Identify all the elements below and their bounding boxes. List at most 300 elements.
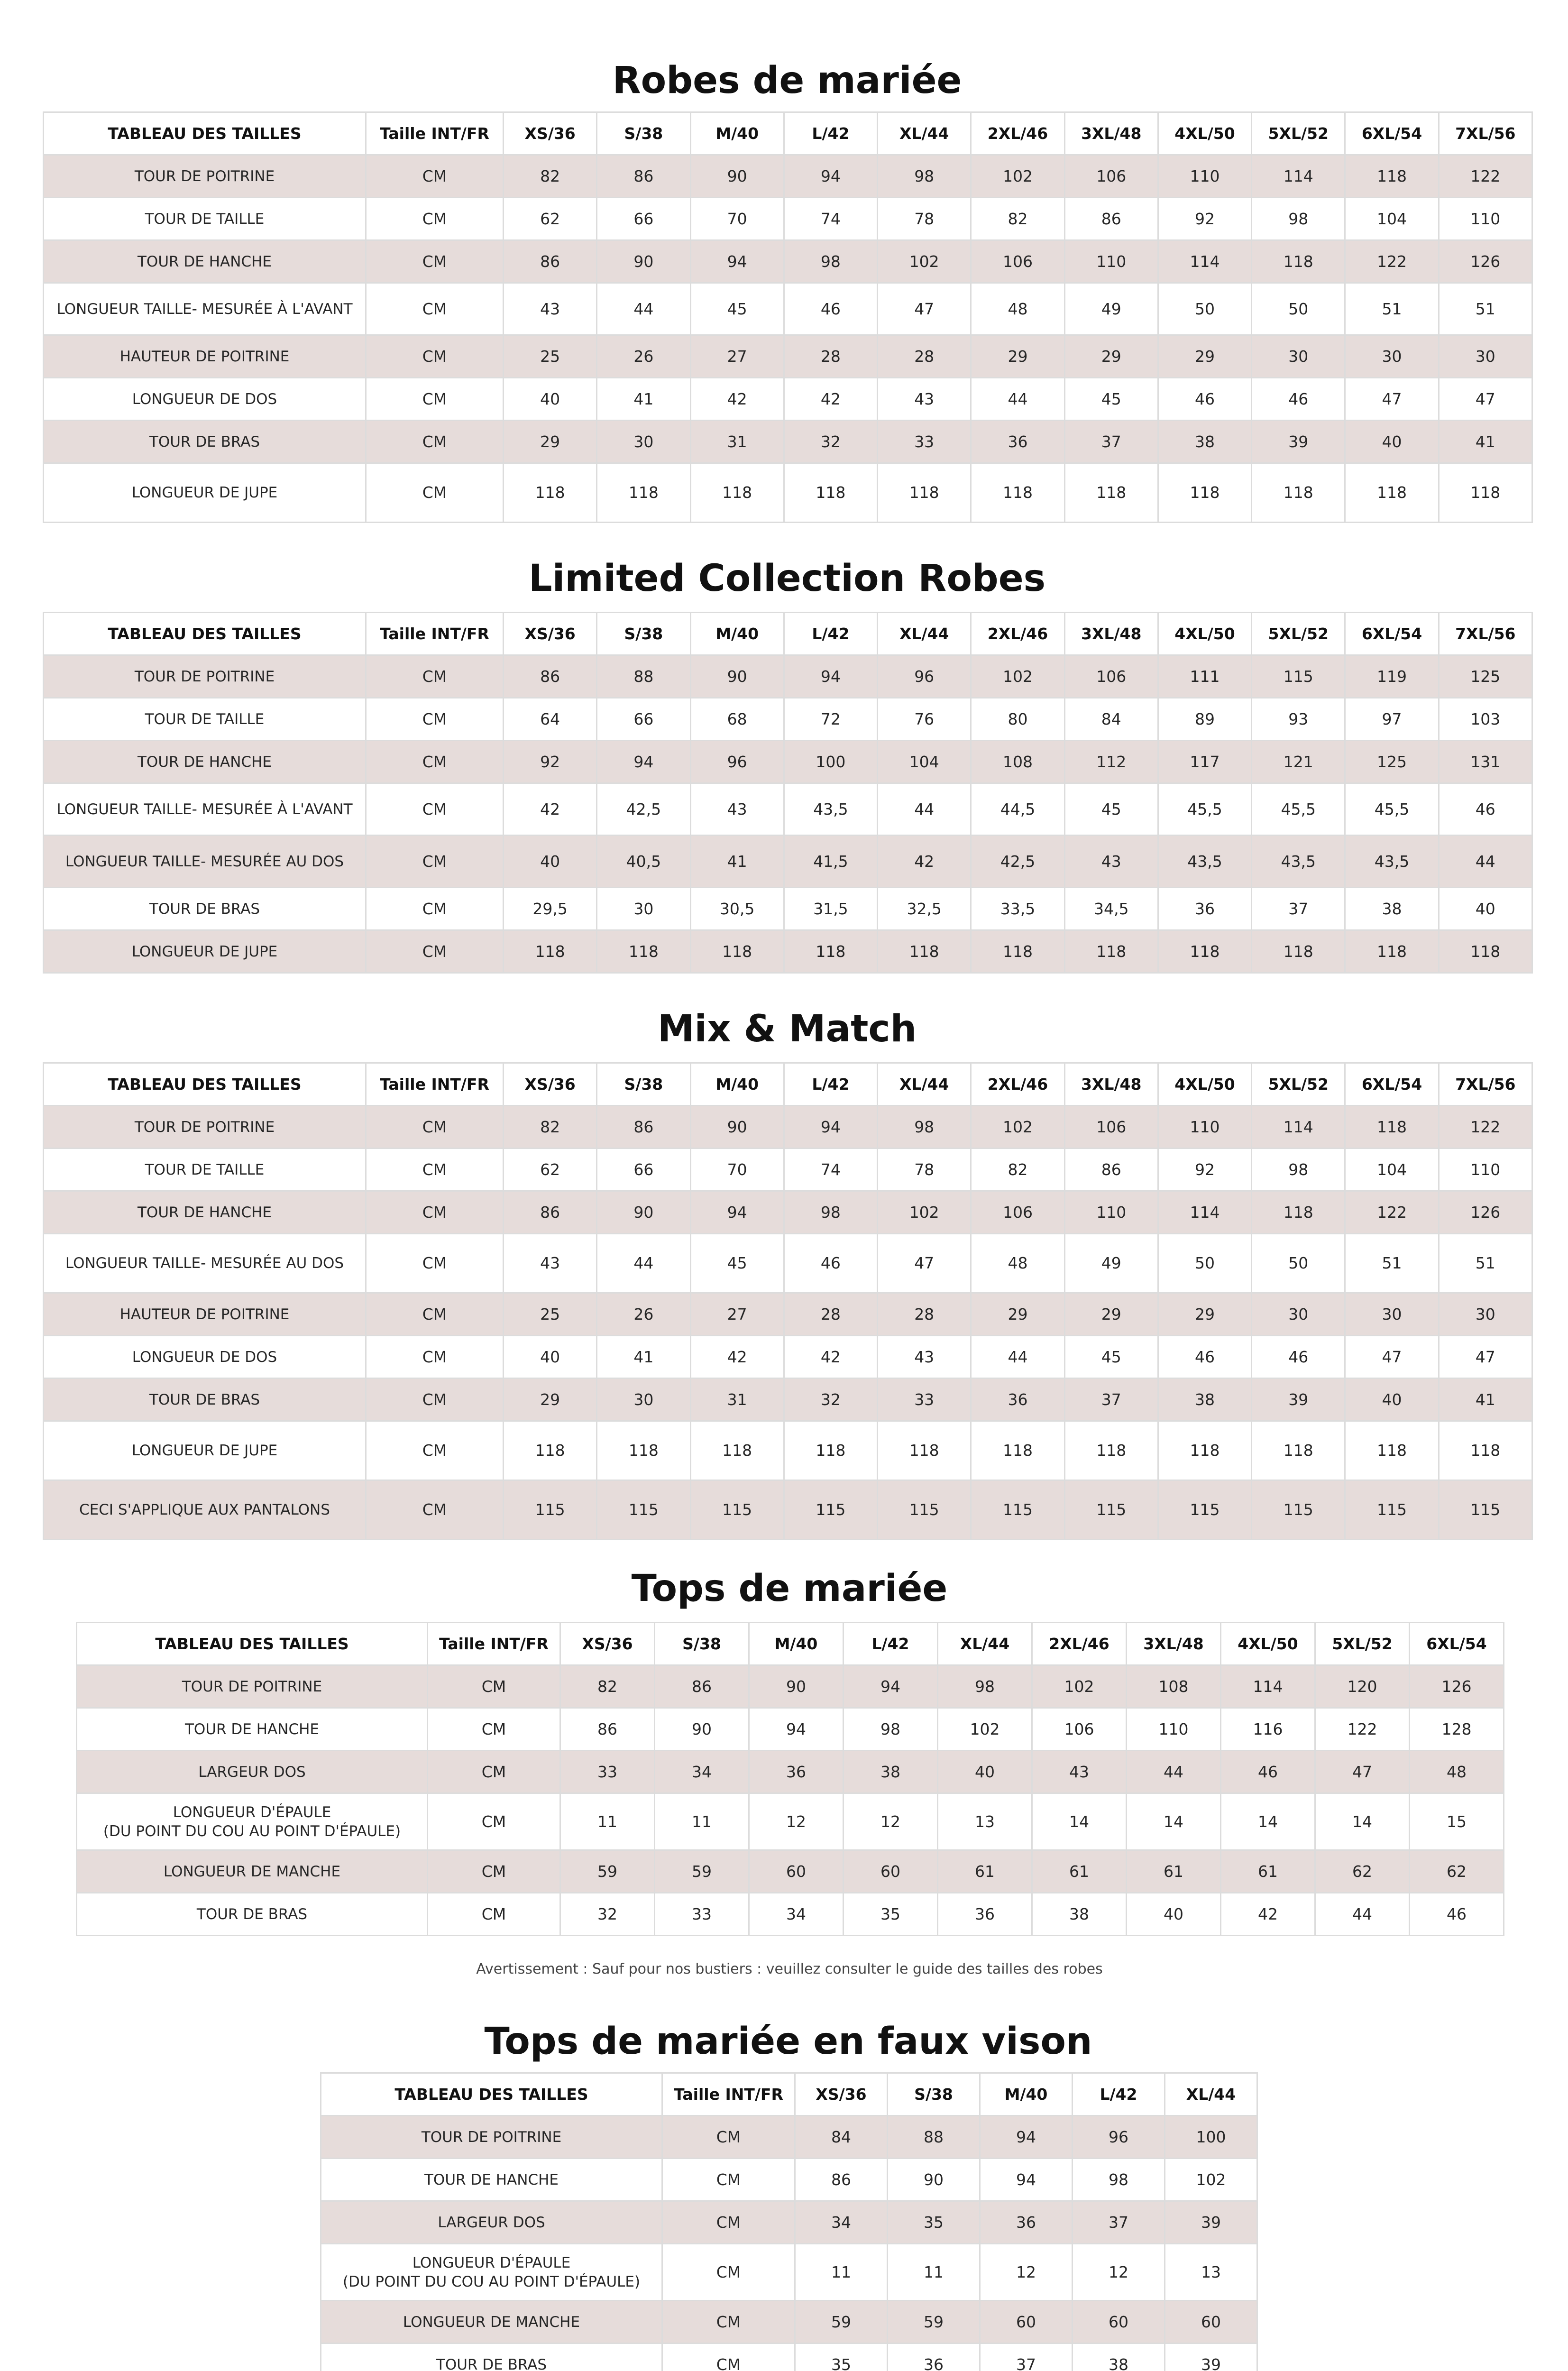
value-cell: 86 [655, 1665, 749, 1708]
value-cell: 98 [878, 1106, 971, 1149]
value-cell: 30 [1439, 1293, 1532, 1336]
unit-cell: CM [366, 741, 504, 783]
value-cell: 125 [1439, 655, 1532, 698]
value-cell: 90 [597, 240, 690, 283]
value-cell: 88 [597, 655, 690, 698]
value-cell: 118 [784, 463, 877, 523]
value-cell: 25 [504, 335, 597, 378]
value-cell: 46 [1158, 378, 1251, 421]
value-cell: 102 [878, 1191, 971, 1234]
header-size-xs-36: XS/36 [795, 2073, 888, 2116]
value-cell: 118 [971, 463, 1064, 523]
table-header-row [44, 112, 1532, 155]
value-cell: 44 [971, 378, 1064, 421]
header-size-m-40: M/40 [749, 1623, 844, 1665]
value-cell: 118 [784, 930, 877, 973]
unit-cell: CM [428, 1751, 560, 1793]
table-row [321, 2343, 1257, 2371]
value-cell: 11 [795, 2244, 888, 2301]
value-cell: 42 [690, 378, 784, 421]
value-cell: 118 [878, 930, 971, 973]
value-cell: 94 [784, 1106, 877, 1149]
value-cell: 40 [1439, 888, 1532, 930]
value-cell: 114 [1221, 1665, 1315, 1708]
value-cell: 40 [1127, 1893, 1221, 1936]
value-cell: 46 [1252, 1336, 1345, 1378]
value-cell: 44 [1315, 1893, 1410, 1936]
value-cell: 96 [690, 741, 784, 783]
value-cell: 28 [878, 335, 971, 378]
value-cell: 106 [971, 240, 1064, 283]
measurement-label: LONGUEUR TAILLE- MESURÉE AU DOS [44, 1234, 366, 1293]
value-cell: 110 [1158, 1106, 1251, 1149]
value-cell: 89 [1158, 698, 1251, 741]
value-cell: 42 [784, 378, 877, 421]
value-cell: 86 [597, 1106, 690, 1149]
value-cell: 119 [1345, 655, 1439, 698]
unit-cell: CM [366, 1293, 504, 1336]
header-size-m-40: M/40 [690, 613, 784, 655]
value-cell: 60 [1073, 2301, 1165, 2343]
value-cell: 94 [749, 1708, 844, 1751]
unit-cell: CM [366, 378, 504, 421]
value-cell: 76 [878, 698, 971, 741]
value-cell: 118 [1345, 155, 1439, 198]
value-cell: 42 [690, 1336, 784, 1378]
value-cell: 44 [878, 783, 971, 836]
value-cell: 78 [878, 198, 971, 240]
value-cell: 38 [1158, 1378, 1251, 1421]
table-row [321, 2201, 1257, 2244]
value-cell: 118 [1439, 463, 1532, 523]
value-cell: 118 [1345, 930, 1439, 973]
header-size-7xl-56: 7XL/56 [1439, 613, 1532, 655]
value-cell: 47 [878, 283, 971, 335]
value-cell: 114 [1252, 155, 1345, 198]
value-cell: 48 [1410, 1751, 1504, 1793]
value-cell: 66 [597, 198, 690, 240]
unit-cell: CM [366, 836, 504, 888]
value-cell: 36 [980, 2201, 1073, 2244]
value-cell: 43,5 [1345, 836, 1439, 888]
value-cell: 110 [1439, 198, 1532, 240]
value-cell: 42,5 [597, 783, 690, 836]
value-cell: 29 [1158, 335, 1251, 378]
table-row [44, 655, 1532, 698]
value-cell: 121 [1252, 741, 1345, 783]
header-size-6xl-54: 6XL/54 [1410, 1623, 1504, 1665]
value-cell: 45 [690, 283, 784, 335]
value-cell: 118 [504, 1421, 597, 1480]
value-cell: 118 [597, 463, 690, 523]
value-cell: 44 [1127, 1751, 1221, 1793]
value-cell: 90 [655, 1708, 749, 1751]
value-cell: 104 [878, 741, 971, 783]
value-cell: 118 [1158, 930, 1251, 973]
value-cell: 62 [1315, 1850, 1410, 1893]
value-cell: 37 [1064, 421, 1158, 463]
value-cell: 60 [980, 2301, 1073, 2343]
value-cell: 90 [749, 1665, 844, 1708]
value-cell: 92 [1158, 198, 1251, 240]
value-cell: 38 [1345, 888, 1439, 930]
value-cell: 29 [1064, 335, 1158, 378]
header-size-2xl-46: 2XL/46 [971, 112, 1064, 155]
value-cell: 29 [971, 1293, 1064, 1336]
measurement-label: LONGUEUR TAILLE- MESURÉE À L'AVANT [44, 783, 366, 836]
value-cell: 40 [938, 1751, 1032, 1793]
value-cell: 114 [1158, 1191, 1251, 1234]
value-cell: 92 [504, 741, 597, 783]
header-size-system: Taille INT/FR [366, 1063, 504, 1106]
table-row [77, 1708, 1504, 1751]
value-cell: 118 [784, 1421, 877, 1480]
value-cell: 43,5 [1158, 836, 1251, 888]
measurement-label: HAUTEUR DE POITRINE [44, 335, 366, 378]
value-cell: 44 [597, 283, 690, 335]
value-cell: 117 [1158, 741, 1251, 783]
value-cell: 86 [560, 1708, 655, 1751]
unit-cell: CM [366, 1378, 504, 1421]
table-row [44, 1149, 1532, 1191]
measurement-label: TOUR DE HANCHE [44, 240, 366, 283]
value-cell: 43 [690, 783, 784, 836]
table-row [44, 1421, 1532, 1480]
value-cell: 90 [690, 655, 784, 698]
header-size-xs-36: XS/36 [560, 1623, 655, 1665]
value-cell: 32 [784, 421, 877, 463]
value-cell: 39 [1252, 421, 1345, 463]
header-size-s-38: S/38 [597, 1063, 690, 1106]
value-cell: 61 [1032, 1850, 1127, 1893]
measurement-label: TOUR DE POITRINE [44, 1106, 366, 1149]
value-cell: 12 [749, 1793, 844, 1850]
value-cell: 38 [1073, 2343, 1165, 2371]
value-cell: 122 [1315, 1708, 1410, 1751]
value-cell: 110 [1127, 1708, 1221, 1751]
value-cell: 106 [1064, 655, 1158, 698]
value-cell: 30 [597, 1378, 690, 1421]
value-cell: 98 [784, 240, 877, 283]
header-size-6xl-54: 6XL/54 [1345, 1063, 1439, 1106]
value-cell: 118 [1345, 1421, 1439, 1480]
unit-cell: CM [366, 1149, 504, 1191]
value-cell: 118 [1252, 240, 1345, 283]
table-row [44, 155, 1532, 198]
table-row [321, 2244, 1257, 2301]
header-size-3xl-48: 3XL/48 [1127, 1623, 1221, 1665]
header-size-s-38: S/38 [888, 2073, 980, 2116]
value-cell: 12 [980, 2244, 1073, 2301]
value-cell: 47 [1315, 1751, 1410, 1793]
measurement-label: TOUR DE POITRINE [44, 155, 366, 198]
value-cell: 40 [504, 836, 597, 888]
value-cell: 66 [597, 1149, 690, 1191]
measurement-label: TOUR DE BRAS [321, 2343, 662, 2371]
value-cell: 118 [1064, 930, 1158, 973]
value-cell: 98 [784, 1191, 877, 1234]
value-cell: 66 [597, 698, 690, 741]
value-cell: 35 [888, 2201, 980, 2244]
unit-cell: CM [428, 1793, 560, 1850]
value-cell: 104 [1345, 1149, 1439, 1191]
value-cell: 33,5 [971, 888, 1064, 930]
unit-cell: CM [366, 1191, 504, 1234]
value-cell: 14 [1221, 1793, 1315, 1850]
value-cell: 118 [690, 930, 784, 973]
measurement-label: TOUR DE POITRINE [77, 1665, 428, 1708]
unit-cell: CM [428, 1665, 560, 1708]
value-cell: 42 [1221, 1893, 1315, 1936]
table-row [44, 930, 1532, 973]
header-size-4xl-50: 4XL/50 [1158, 1063, 1251, 1106]
measurement-label: TOUR DE BRAS [44, 421, 366, 463]
value-cell: 34 [655, 1751, 749, 1793]
header-size-l-42: L/42 [784, 1063, 877, 1106]
unit-cell: CM [366, 1336, 504, 1378]
table-row [44, 698, 1532, 741]
value-cell: 41 [690, 836, 784, 888]
table-header-row [44, 1063, 1532, 1106]
value-cell: 64 [504, 698, 597, 741]
value-cell: 34 [749, 1893, 844, 1936]
header-table-label: TABLEAU DES TAILLES [321, 2073, 662, 2116]
header-size-7xl-56: 7XL/56 [1439, 112, 1532, 155]
unit-cell: CM [366, 240, 504, 283]
header-size-3xl-48: 3XL/48 [1064, 613, 1158, 655]
value-cell: 60 [844, 1850, 938, 1893]
header-size-m-40: M/40 [690, 112, 784, 155]
value-cell: 49 [1064, 283, 1158, 335]
header-size-2xl-46: 2XL/46 [1032, 1623, 1127, 1665]
value-cell: 59 [795, 2301, 888, 2343]
table-row [44, 1234, 1532, 1293]
unit-cell: CM [366, 655, 504, 698]
header-size-m-40: M/40 [690, 1063, 784, 1106]
header-size-xl-44: XL/44 [878, 1063, 971, 1106]
value-cell: 26 [597, 335, 690, 378]
value-cell: 90 [690, 155, 784, 198]
value-cell: 62 [1410, 1850, 1504, 1893]
value-cell: 116 [1221, 1708, 1315, 1751]
value-cell: 90 [888, 2159, 980, 2201]
value-cell: 90 [597, 1191, 690, 1234]
value-cell: 38 [844, 1751, 938, 1793]
value-cell: 61 [938, 1850, 1032, 1893]
unit-cell: CM [366, 930, 504, 973]
value-cell: 94 [597, 741, 690, 783]
value-cell: 40 [504, 1336, 597, 1378]
value-cell: 110 [1064, 1191, 1158, 1234]
unit-cell: CM [366, 463, 504, 523]
measurement-label: TOUR DE HANCHE [77, 1708, 428, 1751]
value-cell: 115 [971, 1480, 1064, 1540]
value-cell: 44 [597, 1234, 690, 1293]
value-cell: 44 [1439, 836, 1532, 888]
value-cell: 110 [1158, 155, 1251, 198]
value-cell: 126 [1439, 240, 1532, 283]
value-cell: 51 [1345, 283, 1439, 335]
measurement-label: HAUTEUR DE POITRINE [44, 1293, 366, 1336]
value-cell: 118 [1345, 463, 1439, 523]
value-cell: 47 [1439, 378, 1532, 421]
value-cell: 42,5 [971, 836, 1064, 888]
measurement-label: TOUR DE BRAS [44, 888, 366, 930]
table-row [44, 198, 1532, 240]
value-cell: 86 [1064, 1149, 1158, 1191]
unit-cell: CM [662, 2159, 795, 2201]
measurement-label: TOUR DE POITRINE [44, 655, 366, 698]
section-title: Robes de mariée [612, 59, 962, 102]
measurement-label: LARGEUR DOS [77, 1751, 428, 1793]
table-row [77, 1793, 1504, 1850]
value-cell: 118 [1064, 463, 1158, 523]
size-table [76, 1622, 1504, 1936]
unit-cell: CM [366, 283, 504, 335]
value-cell: 45,5 [1158, 783, 1251, 836]
value-cell: 33 [560, 1751, 655, 1793]
value-cell: 122 [1345, 1191, 1439, 1234]
value-cell: 111 [1158, 655, 1251, 698]
header-size-5xl-52: 5XL/52 [1252, 613, 1345, 655]
value-cell: 36 [971, 1378, 1064, 1421]
header-size-6xl-54: 6XL/54 [1345, 613, 1439, 655]
size-table [43, 111, 1533, 523]
value-cell: 30 [1345, 335, 1439, 378]
table-header-row [321, 2073, 1257, 2116]
value-cell: 118 [1158, 463, 1251, 523]
unit-cell: CM [366, 155, 504, 198]
table-row [321, 2301, 1257, 2343]
value-cell: 112 [1064, 741, 1158, 783]
value-cell: 29 [1064, 1293, 1158, 1336]
measurement-label: TOUR DE TAILLE [44, 1149, 366, 1191]
value-cell: 13 [938, 1793, 1032, 1850]
value-cell: 43,5 [784, 783, 877, 836]
measurement-label: TOUR DE TAILLE [44, 198, 366, 240]
section-title: Limited Collection Robes [528, 557, 1046, 600]
value-cell: 128 [1410, 1708, 1504, 1751]
unit-cell: CM [366, 888, 504, 930]
value-cell: 93 [1252, 698, 1345, 741]
value-cell: 29 [504, 1378, 597, 1421]
value-cell: 48 [971, 283, 1064, 335]
value-cell: 98 [1252, 1149, 1345, 1191]
value-cell: 32 [560, 1893, 655, 1936]
unit-cell: CM [662, 2343, 795, 2371]
value-cell: 126 [1439, 1191, 1532, 1234]
table-row [77, 1665, 1504, 1708]
value-cell: 43 [1032, 1751, 1127, 1793]
value-cell: 14 [1315, 1793, 1410, 1850]
value-cell: 50 [1158, 283, 1251, 335]
header-size-l-42: L/42 [844, 1623, 938, 1665]
value-cell: 94 [980, 2116, 1073, 2159]
value-cell: 88 [888, 2116, 980, 2159]
header-table-label: TABLEAU DES TAILLES [44, 1063, 366, 1106]
header-size-m-40: M/40 [980, 2073, 1073, 2116]
value-cell: 36 [971, 421, 1064, 463]
value-cell: 29 [1158, 1293, 1251, 1336]
value-cell: 118 [1252, 463, 1345, 523]
unit-cell: CM [662, 2244, 795, 2301]
header-size-system: Taille INT/FR [366, 112, 504, 155]
value-cell: 40 [1345, 421, 1439, 463]
value-cell: 41 [597, 378, 690, 421]
value-cell: 12 [844, 1793, 938, 1850]
table-row [77, 1893, 1504, 1936]
value-cell: 70 [690, 198, 784, 240]
value-cell: 38 [1032, 1893, 1127, 1936]
header-size-l-42: L/42 [784, 613, 877, 655]
value-cell: 28 [878, 1293, 971, 1336]
value-cell: 41 [1439, 1378, 1532, 1421]
value-cell: 70 [690, 1149, 784, 1191]
value-cell: 94 [690, 1191, 784, 1234]
value-cell: 118 [1064, 1421, 1158, 1480]
value-cell: 115 [1345, 1480, 1439, 1540]
value-cell: 118 [690, 463, 784, 523]
measurement-label: TOUR DE BRAS [44, 1378, 366, 1421]
value-cell: 86 [504, 1191, 597, 1234]
table-row [44, 741, 1532, 783]
value-cell: 37 [1252, 888, 1345, 930]
value-cell: 38 [1158, 421, 1251, 463]
value-cell: 41,5 [784, 836, 877, 888]
value-cell: 86 [1064, 198, 1158, 240]
unit-cell: CM [428, 1850, 560, 1893]
value-cell: 61 [1127, 1850, 1221, 1893]
table-row [77, 1850, 1504, 1893]
value-cell: 98 [844, 1708, 938, 1751]
size-table [43, 612, 1533, 974]
unit-cell: CM [428, 1708, 560, 1751]
value-cell: 108 [1127, 1665, 1221, 1708]
value-cell: 34 [795, 2201, 888, 2244]
size-table [43, 1062, 1533, 1540]
header-size-system: Taille INT/FR [366, 613, 504, 655]
value-cell: 51 [1439, 283, 1532, 335]
value-cell: 102 [1165, 2159, 1257, 2201]
measurement-label: TOUR DE BRAS [77, 1893, 428, 1936]
value-cell: 47 [1345, 378, 1439, 421]
value-cell: 11 [888, 2244, 980, 2301]
header-size-4xl-50: 4XL/50 [1221, 1623, 1315, 1665]
measurement-label: LONGUEUR TAILLE- MESURÉE AU DOS [44, 836, 366, 888]
table-row [44, 783, 1532, 836]
value-cell: 26 [597, 1293, 690, 1336]
value-cell: 115 [784, 1480, 877, 1540]
value-cell: 47 [1439, 1336, 1532, 1378]
value-cell: 42 [504, 783, 597, 836]
measurement-label: CECI S'APPLIQUE AUX PANTALONS [44, 1480, 366, 1540]
header-size-xs-36: XS/36 [504, 112, 597, 155]
value-cell: 125 [1345, 741, 1439, 783]
value-cell: 13 [1165, 2244, 1257, 2301]
value-cell: 28 [784, 335, 877, 378]
value-cell: 51 [1345, 1234, 1439, 1293]
value-cell: 100 [784, 741, 877, 783]
value-cell: 82 [504, 1106, 597, 1149]
value-cell: 44 [971, 1336, 1064, 1378]
value-cell: 86 [597, 155, 690, 198]
header-size-l-42: L/42 [784, 112, 877, 155]
value-cell: 72 [784, 698, 877, 741]
table-header-row [77, 1623, 1504, 1665]
value-cell: 14 [1127, 1793, 1221, 1850]
value-cell: 120 [1315, 1665, 1410, 1708]
value-cell: 114 [1252, 1106, 1345, 1149]
